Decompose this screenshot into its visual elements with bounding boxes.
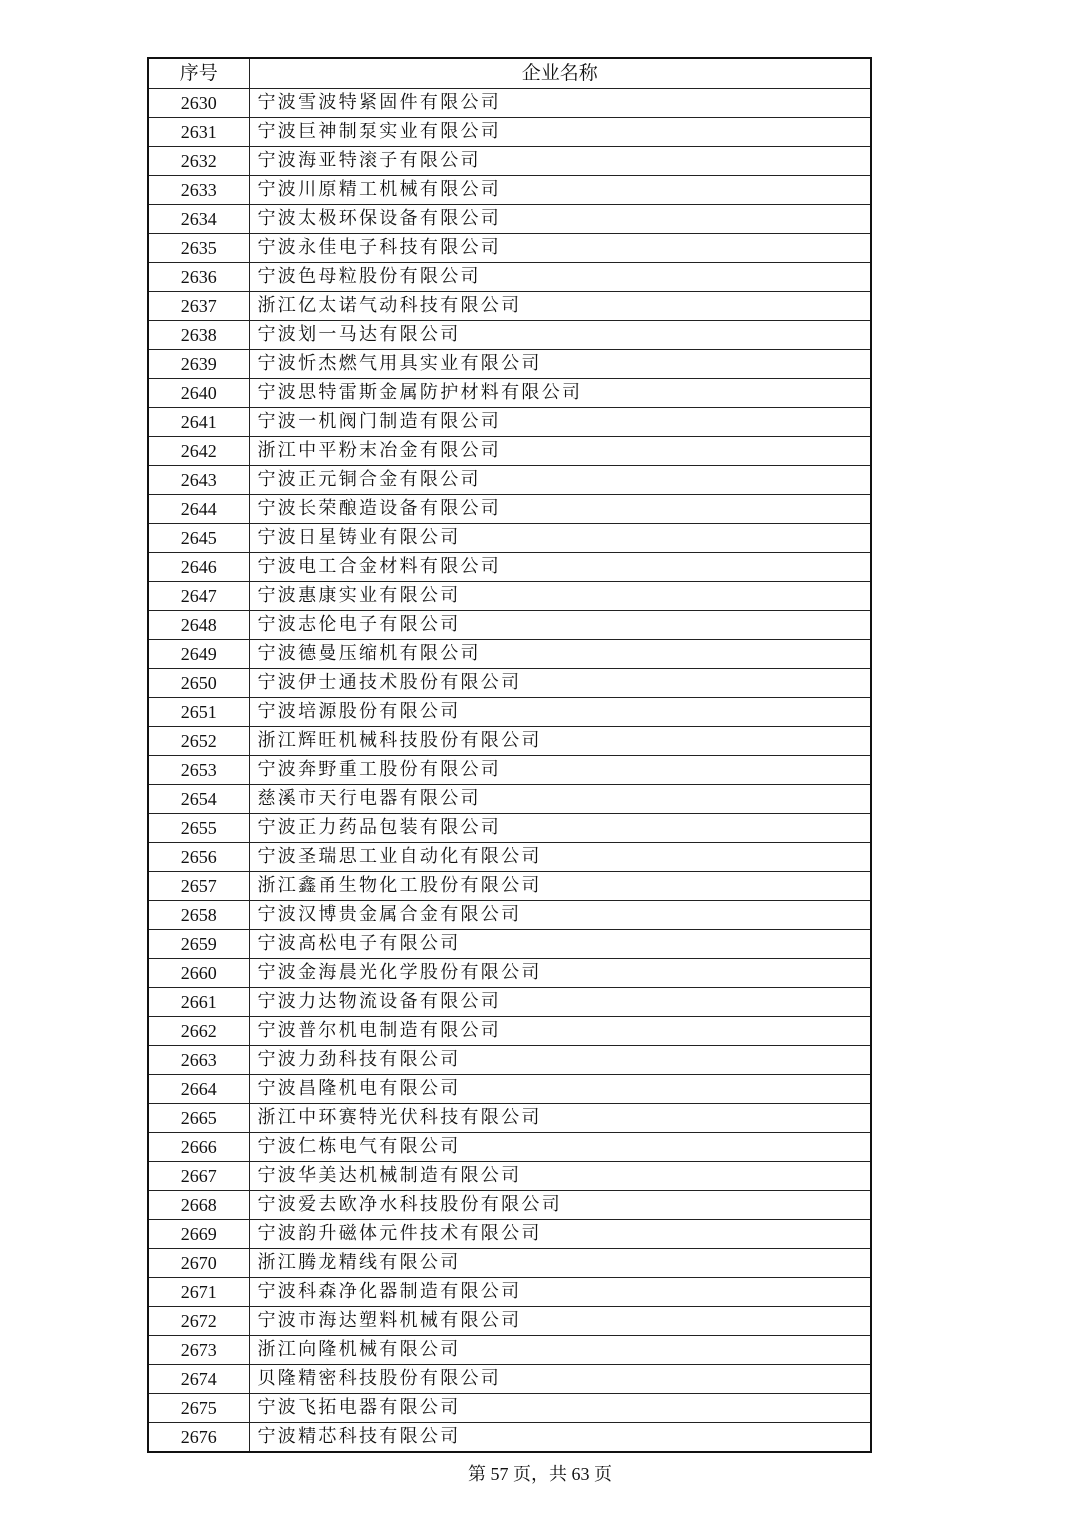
serial-number-cell: 2632 xyxy=(148,146,249,175)
company-name-cell: 浙江亿太诺气动科技有限公司 xyxy=(249,291,871,320)
table-row xyxy=(148,755,871,784)
serial-number-cell: 2639 xyxy=(148,349,249,378)
table-row xyxy=(148,175,871,204)
table-row xyxy=(148,494,871,523)
serial-number-cell: 2662 xyxy=(148,1016,249,1045)
table-row xyxy=(148,1074,871,1103)
serial-number-cell: 2651 xyxy=(148,697,249,726)
table-row xyxy=(148,1045,871,1074)
table-row xyxy=(148,958,871,987)
company-name-cell: 宁波惠康实业有限公司 xyxy=(249,581,871,610)
company-name-cell: 宁波仁栋电气有限公司 xyxy=(249,1132,871,1161)
table-row xyxy=(148,1248,871,1277)
serial-number-cell: 2673 xyxy=(148,1335,249,1364)
serial-number-cell: 2640 xyxy=(148,378,249,407)
table-row xyxy=(148,1016,871,1045)
serial-number-cell: 2646 xyxy=(148,552,249,581)
company-name-cell: 宁波普尔机电制造有限公司 xyxy=(249,1016,871,1045)
table-row xyxy=(148,88,871,117)
table-row xyxy=(148,1306,871,1335)
table-row xyxy=(148,581,871,610)
serial-number-cell: 2666 xyxy=(148,1132,249,1161)
serial-number-cell: 2638 xyxy=(148,320,249,349)
table-row xyxy=(148,378,871,407)
table-row xyxy=(148,407,871,436)
table-row xyxy=(148,726,871,755)
table-row xyxy=(148,1364,871,1393)
company-name-cell: 宁波长荣酿造设备有限公司 xyxy=(249,494,871,523)
serial-number-cell: 2649 xyxy=(148,639,249,668)
table-row xyxy=(148,610,871,639)
company-name-cell: 宁波正力药品包装有限公司 xyxy=(249,813,871,842)
company-name-cell: 宁波划一马达有限公司 xyxy=(249,320,871,349)
serial-number-cell: 2667 xyxy=(148,1161,249,1190)
serial-number-cell: 2660 xyxy=(148,958,249,987)
company-name-cell: 浙江中环赛特光伏科技有限公司 xyxy=(249,1103,871,1132)
company-name-cell: 宁波川原精工机械有限公司 xyxy=(249,175,871,204)
table-row xyxy=(148,813,871,842)
company-name-cell: 浙江腾龙精线有限公司 xyxy=(249,1248,871,1277)
table-row xyxy=(148,465,871,494)
table-row xyxy=(148,320,871,349)
table-row xyxy=(148,697,871,726)
serial-number-cell: 2658 xyxy=(148,900,249,929)
header-serial-number: 序号 xyxy=(148,58,249,88)
company-list-sheet xyxy=(147,57,870,1453)
serial-number-cell: 2633 xyxy=(148,175,249,204)
table-row xyxy=(148,1161,871,1190)
serial-number-cell: 2652 xyxy=(148,726,249,755)
serial-number-cell: 2644 xyxy=(148,494,249,523)
serial-number-cell: 2669 xyxy=(148,1219,249,1248)
company-name-cell: 宁波培源股份有限公司 xyxy=(249,697,871,726)
table-row xyxy=(148,842,871,871)
company-name-cell: 宁波力劲科技有限公司 xyxy=(249,1045,871,1074)
company-name-cell: 宁波思特雷斯金属防护材料有限公司 xyxy=(249,378,871,407)
company-name-cell: 宁波汉博贵金属合金有限公司 xyxy=(249,900,871,929)
table-row xyxy=(148,1190,871,1219)
company-name-cell: 宁波巨神制泵实业有限公司 xyxy=(249,117,871,146)
table-row xyxy=(148,987,871,1016)
company-name-cell: 宁波金海晨光化学股份有限公司 xyxy=(249,958,871,987)
serial-number-cell: 2663 xyxy=(148,1045,249,1074)
table-header-row xyxy=(148,58,871,88)
company-name-cell: 浙江中平粉末冶金有限公司 xyxy=(249,436,871,465)
company-name-cell: 浙江向隆机械有限公司 xyxy=(249,1335,871,1364)
serial-number-cell: 2643 xyxy=(148,465,249,494)
company-table xyxy=(147,57,872,1453)
table-row xyxy=(148,871,871,900)
company-name-cell: 宁波正元铜合金有限公司 xyxy=(249,465,871,494)
company-name-cell: 浙江辉旺机械科技股份有限公司 xyxy=(249,726,871,755)
serial-number-cell: 2637 xyxy=(148,291,249,320)
serial-number-cell: 2674 xyxy=(148,1364,249,1393)
table-row xyxy=(148,668,871,697)
serial-number-cell: 2631 xyxy=(148,117,249,146)
table-row xyxy=(148,552,871,581)
page-footer: 第 57 页，共 63 页 xyxy=(468,1464,612,1484)
table-row xyxy=(148,639,871,668)
table-row xyxy=(148,1132,871,1161)
serial-number-cell: 2630 xyxy=(148,88,249,117)
serial-number-cell: 2670 xyxy=(148,1248,249,1277)
serial-number-cell: 2650 xyxy=(148,668,249,697)
company-name-cell: 宁波精芯科技有限公司 xyxy=(249,1422,871,1452)
serial-number-cell: 2635 xyxy=(148,233,249,262)
serial-number-cell: 2659 xyxy=(148,929,249,958)
table-row xyxy=(148,784,871,813)
serial-number-cell: 2676 xyxy=(148,1422,249,1452)
table-row xyxy=(148,1335,871,1364)
table-row xyxy=(148,146,871,175)
company-name-cell: 宁波圣瑞思工业自动化有限公司 xyxy=(249,842,871,871)
table-row xyxy=(148,1219,871,1248)
serial-number-cell: 2641 xyxy=(148,407,249,436)
company-name-cell: 宁波太极环保设备有限公司 xyxy=(249,204,871,233)
header-company-name: 企业名称 xyxy=(249,58,871,88)
company-name-cell: 宁波德曼压缩机有限公司 xyxy=(249,639,871,668)
serial-number-cell: 2655 xyxy=(148,813,249,842)
serial-number-cell: 2636 xyxy=(148,262,249,291)
serial-number-cell: 2648 xyxy=(148,610,249,639)
company-name-cell: 宁波伊士通技术股份有限公司 xyxy=(249,668,871,697)
table-row xyxy=(148,1103,871,1132)
table-row xyxy=(148,262,871,291)
serial-number-cell: 2664 xyxy=(148,1074,249,1103)
serial-number-cell: 2653 xyxy=(148,755,249,784)
company-name-cell: 慈溪市天行电器有限公司 xyxy=(249,784,871,813)
company-name-cell: 宁波市海达塑料机械有限公司 xyxy=(249,1306,871,1335)
company-name-cell: 贝隆精密科技股份有限公司 xyxy=(249,1364,871,1393)
table-row xyxy=(148,900,871,929)
company-name-cell: 宁波一机阀门制造有限公司 xyxy=(249,407,871,436)
serial-number-cell: 2665 xyxy=(148,1103,249,1132)
company-name-cell: 宁波奔野重工股份有限公司 xyxy=(249,755,871,784)
table-body xyxy=(148,88,871,1452)
company-name-cell: 宁波色母粒股份有限公司 xyxy=(249,262,871,291)
company-name-cell: 宁波飞拓电器有限公司 xyxy=(249,1393,871,1422)
table-row xyxy=(148,204,871,233)
company-name-cell: 宁波爱去欧净水科技股份有限公司 xyxy=(249,1190,871,1219)
serial-number-cell: 2668 xyxy=(148,1190,249,1219)
serial-number-cell: 2671 xyxy=(148,1277,249,1306)
serial-number-cell: 2654 xyxy=(148,784,249,813)
company-name-cell: 宁波科森净化器制造有限公司 xyxy=(249,1277,871,1306)
table-row xyxy=(148,349,871,378)
table-row xyxy=(148,1422,871,1452)
table-row xyxy=(148,117,871,146)
serial-number-cell: 2645 xyxy=(148,523,249,552)
company-name-cell: 宁波雪波特紧固件有限公司 xyxy=(249,88,871,117)
serial-number-cell: 2661 xyxy=(148,987,249,1016)
serial-number-cell: 2672 xyxy=(148,1306,249,1335)
table-row xyxy=(148,929,871,958)
company-name-cell: 宁波永佳电子科技有限公司 xyxy=(249,233,871,262)
company-name-cell: 宁波忻杰燃气用具实业有限公司 xyxy=(249,349,871,378)
table-row xyxy=(148,436,871,465)
table-row xyxy=(148,291,871,320)
company-name-cell: 宁波华美达机械制造有限公司 xyxy=(249,1161,871,1190)
serial-number-cell: 2656 xyxy=(148,842,249,871)
company-name-cell: 宁波高松电子有限公司 xyxy=(249,929,871,958)
company-name-cell: 宁波昌隆机电有限公司 xyxy=(249,1074,871,1103)
company-name-cell: 宁波韵升磁体元件技术有限公司 xyxy=(249,1219,871,1248)
serial-number-cell: 2647 xyxy=(148,581,249,610)
table-row xyxy=(148,233,871,262)
company-name-cell: 宁波志伦电子有限公司 xyxy=(249,610,871,639)
serial-number-cell: 2657 xyxy=(148,871,249,900)
company-name-cell: 宁波日星铸业有限公司 xyxy=(249,523,871,552)
company-name-cell: 宁波力达物流设备有限公司 xyxy=(249,987,871,1016)
serial-number-cell: 2634 xyxy=(148,204,249,233)
serial-number-cell: 2675 xyxy=(148,1393,249,1422)
table-row xyxy=(148,1277,871,1306)
table-row xyxy=(148,1393,871,1422)
company-name-cell: 浙江鑫甬生物化工股份有限公司 xyxy=(249,871,871,900)
table-row xyxy=(148,523,871,552)
serial-number-cell: 2642 xyxy=(148,436,249,465)
company-name-cell: 宁波电工合金材料有限公司 xyxy=(249,552,871,581)
company-name-cell: 宁波海亚特滚子有限公司 xyxy=(249,146,871,175)
